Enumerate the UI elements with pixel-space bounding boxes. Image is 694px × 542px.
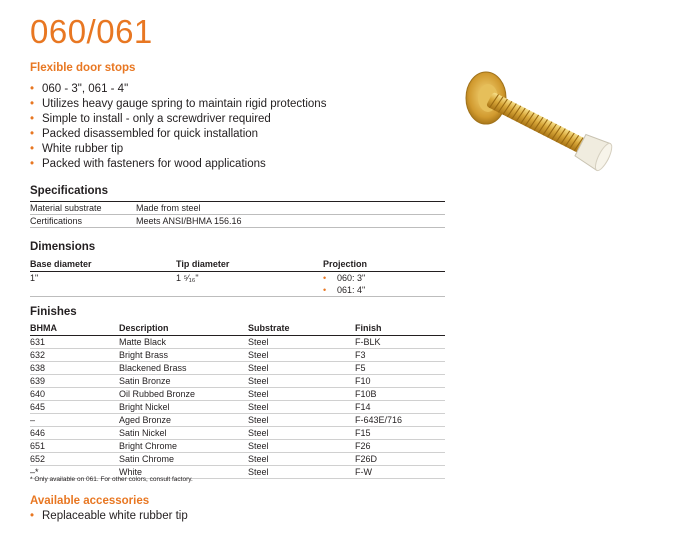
finish-cell: F10: [355, 375, 445, 388]
substrate-cell: Steel: [248, 414, 355, 427]
projection-item: • 060: 3": [323, 273, 366, 283]
column-header: Projection: [323, 258, 445, 272]
feature-item: • Packed with fasteners for wood applications: [30, 158, 266, 170]
finishes-heading: Finishes: [30, 306, 77, 318]
projection-values: [323, 272, 445, 297]
description-cell: Oil Rubbed Bronze: [119, 388, 248, 401]
finish-cell: F10B: [355, 388, 445, 401]
description-cell: Satin Nickel: [119, 427, 248, 440]
finish-cell: F-643E/716: [355, 414, 445, 427]
bullet-icon: •: [323, 285, 327, 295]
product-title: 060/061: [30, 13, 153, 50]
column-header: Finish: [355, 322, 445, 336]
bullet-icon: •: [323, 273, 327, 283]
finish-cell: F3: [355, 349, 445, 362]
feature-item: • Simple to install - only a screwdriver required: [30, 113, 271, 125]
description-cell: Bright Brass: [119, 349, 248, 362]
bhma-cell: 646: [30, 427, 119, 440]
bhma-cell: 652: [30, 453, 119, 466]
table-row: [30, 272, 445, 297]
finish-cell: F-BLK: [355, 336, 445, 349]
bhma-cell: 638: [30, 362, 119, 375]
table-row: [30, 362, 445, 375]
bullet-icon: •: [30, 128, 35, 140]
column-header: BHMA: [30, 322, 119, 336]
spec-value: Made from steel: [136, 202, 445, 215]
bhma-cell: 631: [30, 336, 119, 349]
description-cell: Satin Bronze: [119, 375, 248, 388]
bullet-icon: •: [30, 510, 35, 522]
door-stop-image: [458, 60, 638, 180]
feature-item: • Packed disassembled for quick installation: [30, 128, 259, 140]
dimensions-heading: Dimensions: [30, 241, 96, 253]
bhma-cell: 632: [30, 349, 119, 362]
feature-item: • 060 - 3", 061 - 4": [30, 83, 129, 95]
column-header: Base diameter: [30, 258, 176, 272]
feature-item: • White rubber tip: [30, 143, 124, 155]
bullet-icon: •: [30, 158, 35, 170]
spec-value: Meets ANSI/BHMA 156.16: [136, 215, 445, 228]
substrate-cell: Steel: [248, 440, 355, 453]
description-cell: Satin Chrome: [119, 453, 248, 466]
finish-cell: F5: [355, 362, 445, 375]
bullet-icon: •: [30, 143, 35, 155]
bullet-icon: •: [30, 98, 35, 110]
bullet-icon: •: [30, 83, 35, 95]
column-header: Description: [119, 322, 248, 336]
accessories-list: [30, 509, 188, 524]
description-cell: Matte Black: [119, 336, 248, 349]
table-row: [30, 349, 445, 362]
finish-cell: F15: [355, 427, 445, 440]
description-cell: Blackened Brass: [119, 362, 248, 375]
finishes-footnote: * Only available on 061. For other colors, consult factory.: [30, 476, 193, 483]
accessories-heading: Available accessories: [30, 495, 150, 507]
bhma-cell: –: [30, 414, 119, 427]
table-row: [30, 215, 445, 228]
base-diameter-value: 1": [30, 272, 176, 297]
spec-key: Certifications: [30, 215, 136, 228]
tip-diameter-value: 1 ⁵⁄₁₆": [176, 272, 323, 297]
substrate-cell: Steel: [248, 349, 355, 362]
table-row: [30, 401, 445, 414]
column-header: Substrate: [248, 322, 355, 336]
table-row: [30, 440, 445, 453]
table-header-row: [30, 322, 445, 336]
finish-cell: F26: [355, 440, 445, 453]
bhma-cell: 651: [30, 440, 119, 453]
product-subtitle: Flexible door stops: [30, 62, 136, 74]
substrate-cell: Steel: [248, 336, 355, 349]
substrate-cell: Steel: [248, 466, 355, 479]
table-row: [30, 427, 445, 440]
specifications-heading: Specifications: [30, 185, 108, 197]
table-row: [30, 414, 445, 427]
bhma-cell: 645: [30, 401, 119, 414]
column-header: Tip diameter: [176, 258, 323, 272]
accessory-item: • Replaceable white rubber tip: [30, 510, 188, 522]
dimensions-table: [30, 258, 445, 297]
description-cell: Aged Bronze: [119, 414, 248, 427]
description-cell: Bright Nickel: [119, 401, 248, 414]
feature-list: [30, 82, 326, 172]
description-cell: White: [119, 466, 248, 479]
substrate-cell: Steel: [248, 362, 355, 375]
table-row: [30, 388, 445, 401]
table-row: [30, 336, 445, 349]
substrate-cell: Steel: [248, 427, 355, 440]
substrate-cell: Steel: [248, 453, 355, 466]
table-row: [30, 453, 445, 466]
table-row: [30, 375, 445, 388]
finish-cell: F-W: [355, 466, 445, 479]
table-row: [30, 202, 445, 215]
bhma-cell: 640: [30, 388, 119, 401]
substrate-cell: Steel: [248, 375, 355, 388]
finish-cell: F26D: [355, 453, 445, 466]
feature-item: • Utilizes heavy gauge spring to maintain rigid protections: [30, 98, 327, 110]
bullet-icon: •: [30, 113, 35, 125]
table-header-row: [30, 258, 445, 272]
projection-item: • 061: 4": [323, 285, 366, 295]
bhma-cell: 639: [30, 375, 119, 388]
finishes-table: [30, 322, 445, 479]
substrate-cell: Steel: [248, 401, 355, 414]
spec-key: Material substrate: [30, 202, 136, 215]
description-cell: Bright Chrome: [119, 440, 248, 453]
bhma-cell: –*: [30, 466, 119, 479]
specifications-table: [30, 201, 445, 228]
finish-cell: F14: [355, 401, 445, 414]
substrate-cell: Steel: [248, 388, 355, 401]
